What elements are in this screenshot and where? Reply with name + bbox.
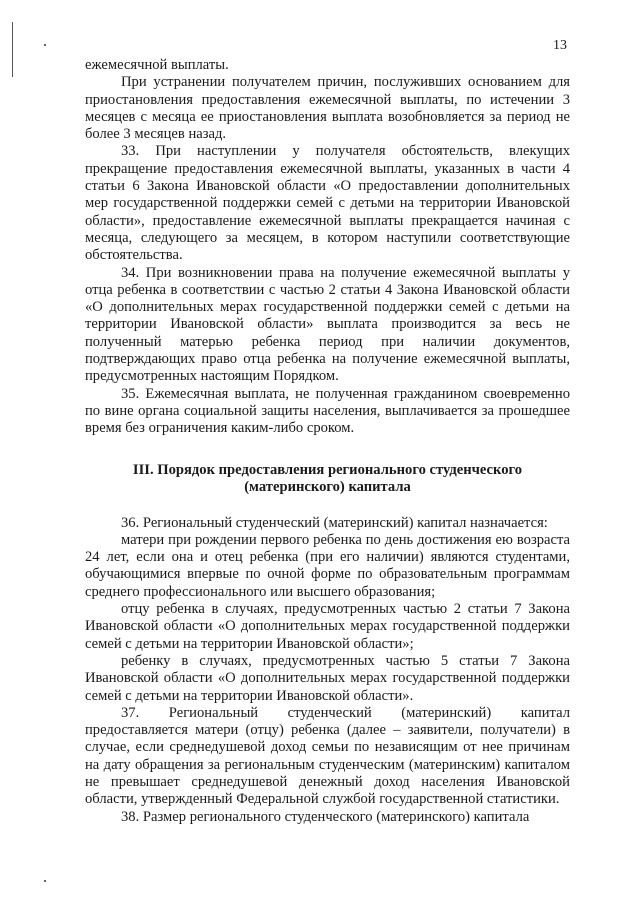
scan-dust-mark	[44, 44, 46, 46]
list-item: матери при рождении первого ребенка по день достижения ею возраста 24 лет, если она и отец ребенка (при его наличии) являются студентами, обучающимися впервые по очной форме по образовательным программам среднего профессионального или высшего образования;	[85, 531, 570, 600]
paragraph-35: 35. Ежемесячная выплата, не полученная гражданином своевременно по вине органа социальной защиты населения, выплачивается за прошедшее время без ограничения каким-либо сроком.	[85, 385, 570, 437]
paragraph: При устранении получателем причин, послуживших основанием для приостановления предоставления ежемесячной выплаты, по истечении 3 месяцев с месяца ее приостановления выплата возобновляется за период не более 3 месяцев назад.	[85, 74, 570, 143]
section-heading: III. Порядок предоставления регионального студенческого (материнского) капитала	[132, 461, 523, 496]
list-item: отцу ребенка в случаях, предусмотренных частью 2 статьи 7 Закона Ивановской области «О дополнительных мерах государственной поддержки семей с детьми на территории Ивановской области»;	[85, 601, 570, 652]
scan-dust-mark	[44, 880, 46, 882]
paragraph: ежемесячной выплаты.	[85, 57, 229, 73]
document-body	[85, 57, 570, 826]
list-item: ребенку в случаях, предусмотренных частью 5 статьи 7 Закона Ивановской области «О дополнительных мерах государственной поддержки семей с детьми на территории Ивановской области».	[85, 652, 570, 704]
paragraph-34: 34. При возникновении права на получение ежемесячной выплаты у отца ребенка в соответствии с частью 2 статьи 4 Закона Ивановской области «О дополнительных мерах государственной поддержки семей с детьми на территории Ивановской области» выплата производится за весь не полученный матерью ребенка период при наличии документов, подтверждающих право отца ребенка на получение ежемесячной выплаты, предусмотренных настоящим Порядком.	[85, 264, 570, 385]
paragraph-36: 36. Региональный студенческий (материнский) капитал назначается:	[121, 514, 548, 531]
paragraph-38: 38. Размер регионального студенческого (материнского) капитала	[121, 808, 530, 825]
paragraph-33: 33. При наступлении у получателя обстоятельств, влекущих прекращение предоставления ежемесячной выплаты, указанных в части 4 статьи 6 Закона Ивановской области «О предоставлении дополнительных мер государственной поддержки семей с детьми на территории Ивановской области», предоставление ежемесячной выплаты прекращается начиная с месяца, следующего за месяцем, в котором наступили соответствующие обстоятельства.	[85, 143, 570, 264]
paragraph-37: 37. Региональный студенческий (материнский) капитал предоставляется матери (отцу) ребенка (далее – заявители, получатели) в случае, если среднедушевой доход семьи по независящим от нее причинам на дату обращения за региональным студенческим (материнским) капиталом не превышает среднедушевой денежный доход населения Ивановской области, утвержденный Федеральной службой государственной статистики.	[85, 704, 570, 808]
page-number: 13	[553, 38, 567, 53]
scan-edge-mark	[12, 22, 13, 77]
